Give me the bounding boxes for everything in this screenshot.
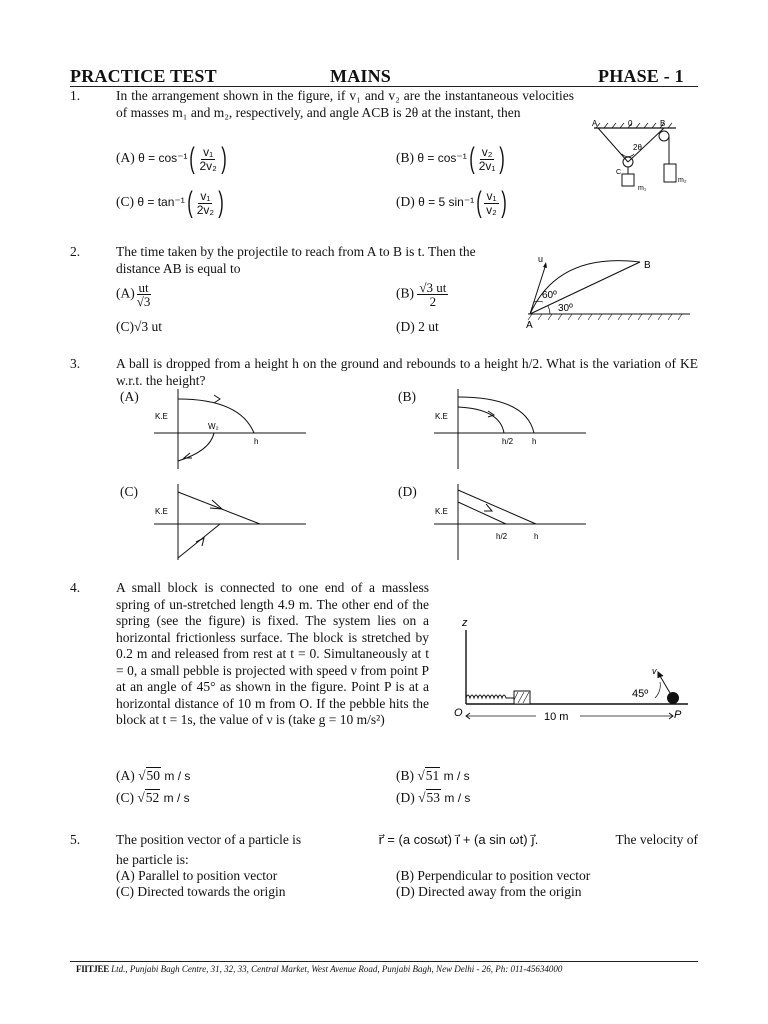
- q1-option-a[interactable]: (A) θ = cos⁻¹( $\frac{\text{v₁}}{\text{2v₂}}$ ): [116, 142, 227, 175]
- q3a-y-label: K.E: [155, 412, 168, 421]
- q4-b-label: (B): [396, 768, 414, 783]
- q4-option-a[interactable]: (A) √50 m / s: [116, 768, 191, 783]
- q4-fig-label-dist: 10 m: [544, 711, 569, 723]
- q3a-h-label: h: [254, 437, 259, 446]
- q5-option-b[interactable]: (B) Perpendicular to position vector: [396, 868, 591, 883]
- q2-option-a[interactable]: [116, 281, 152, 308]
- q3-c-label[interactable]: (C): [120, 484, 138, 499]
- q4-text: A small block is connected to one end of a massless spring of un-stretched length 4.9 m. The other end of the spring (see the figure) is fixed. The system lies on a horizontal frictionless surface. The block is stretched by 0.2 m and released from rest at t = 0. Simultaneously at t = 0, a small pebble is projected with speed ν from point P at an angle of 45° as shown in the figure. Point P is at a horizontal distance of 10 m from O. If the pebble hits the block at t = 1s, the value of ν is (take g = 10 m/s²): [116, 580, 429, 727]
- header-right: PHASE - 1: [598, 66, 684, 86]
- q1-fig-label-b: B: [660, 119, 666, 128]
- q4-fig-label-o: O: [454, 707, 463, 719]
- q3d-arrow: [484, 504, 492, 511]
- q4-fig-label-v: v: [652, 666, 657, 676]
- q2-a-den: √3: [136, 294, 151, 309]
- footer-brand: FIITJEE: [76, 964, 109, 974]
- q4-option-b[interactable]: (B) √51 m / s: [396, 768, 470, 783]
- q2-number: 2.: [70, 244, 81, 259]
- q4-d-radicand: 53: [426, 790, 441, 805]
- q5-tail: The velocity of: [615, 832, 698, 847]
- q2-velocity-arrowhead: [543, 262, 547, 268]
- q4-a-unit: m / s: [164, 769, 191, 783]
- q3-graph-d: [430, 480, 590, 564]
- q3d-h2-label: h/2: [496, 532, 508, 541]
- header-rule: [70, 86, 698, 87]
- q2-fig-label-b: B: [644, 260, 651, 271]
- q3-d-label[interactable]: (D): [398, 484, 417, 499]
- q5-option-d[interactable]: (D) Directed away from the origin: [396, 884, 582, 899]
- q5-option-c[interactable]: (C) Directed towards the origin: [116, 884, 286, 899]
- q2-fig-label-u: u: [538, 254, 544, 264]
- q2-arc-60: [534, 301, 543, 302]
- q3c-y-label: K.E: [155, 507, 168, 516]
- q2-text: The time taken by the projectile to reach from A to B is t. Then the distance AB is equal to: [116, 244, 476, 276]
- q3a-arrow-top: [214, 395, 220, 403]
- q5-number: 5.: [70, 832, 81, 847]
- q4-b-unit: m / s: [443, 769, 470, 783]
- q3c-line-down: [178, 492, 260, 524]
- q1-c-den: 2v₂: [196, 202, 215, 217]
- q1-fig-label-m2: m₂: [678, 177, 687, 184]
- q4-fig-label-z: z: [462, 617, 468, 629]
- q1-option-d[interactable]: (D) θ = 5 sin⁻¹( $\frac{\text{v₁}}{\text{v₂}}$ ): [396, 186, 507, 219]
- q1-c-prefix: θ = tan⁻¹: [137, 195, 185, 210]
- q2-fig-label-30: 30º: [558, 303, 573, 314]
- q4-option-c[interactable]: (C) √52 m / s: [116, 790, 190, 805]
- q2-velocity-u: [530, 264, 546, 314]
- q3b-h2-label: h/2: [502, 437, 514, 446]
- q4-a-label: (A): [116, 768, 135, 783]
- q2-option-b[interactable]: [396, 281, 448, 308]
- q5-line2: he particle is:: [116, 852, 189, 867]
- q2-projectile-figure: [518, 250, 698, 332]
- q1-a-den: 2v₂: [199, 158, 217, 173]
- q1-a-prefix: θ = cos⁻¹: [138, 151, 188, 166]
- header-left: PRACTICE TEST: [70, 66, 217, 86]
- q3c-arrow-top: [210, 500, 222, 509]
- q2-a-num: ut: [138, 280, 149, 295]
- q5-option-a[interactable]: (A) Parallel to position vector: [116, 868, 278, 883]
- q3b-y-label: K.E: [435, 412, 448, 421]
- q2-c-label: (C): [116, 319, 134, 334]
- q4-fig-label-angle: 45º: [632, 688, 649, 700]
- q1-fig-label-o: 0: [628, 119, 633, 128]
- q2-c-value: √3 ut: [134, 319, 163, 334]
- q1-b-num: v₂: [481, 144, 493, 159]
- q1-pulley-figure: [586, 116, 698, 196]
- q2-b-num: √3 ut: [419, 280, 447, 295]
- q3-text: A ball is dropped from a height h on the ground and rebounds to a height h/2. What is the variation of KE w.r.t. the height?: [116, 356, 698, 388]
- q2-b-label: (B): [396, 285, 414, 301]
- q4-c-label: (C): [116, 790, 134, 805]
- q2-fig-label-a: A: [526, 320, 533, 331]
- q1-number: 1.: [70, 88, 81, 103]
- footer: [76, 964, 562, 974]
- q2-ground-hatch: [528, 314, 682, 320]
- q1-c-num: v₁: [200, 188, 211, 203]
- q1-angle-arc: [622, 154, 634, 157]
- q3a-w-label: W₂: [208, 422, 219, 431]
- q1-block-m1: [622, 174, 634, 186]
- q4-block: [514, 691, 530, 704]
- q4-spring-figure: [452, 612, 696, 742]
- q1-b-den: 2v₁: [478, 158, 496, 173]
- q1-b-prefix: θ = cos⁻¹: [417, 151, 467, 166]
- q5-text-before: The position vector of a particle is: [116, 832, 302, 847]
- q1-block-m2: [664, 164, 676, 182]
- q4-a-radicand: 50: [146, 768, 161, 783]
- q1-d-den: v₂: [486, 202, 497, 217]
- q1-d-label: (D): [396, 194, 415, 210]
- q3-graph-c: [150, 480, 310, 564]
- header-center: MAINS: [330, 66, 392, 86]
- q1-string-left: [598, 128, 628, 162]
- q1-option-b[interactable]: (B) θ = cos⁻¹( $\frac{\text{v₂}}{\text{2v₁}}$ ): [396, 142, 506, 175]
- q1-fig-label-a: A: [592, 119, 598, 128]
- q4-b-radicand: 51: [425, 768, 440, 783]
- q2-arc-30: [548, 306, 550, 314]
- q2-a-label: (A): [116, 285, 135, 301]
- q2-option-c[interactable]: [116, 319, 162, 335]
- q3a-curve-up: [178, 433, 214, 461]
- footer-rule: [70, 961, 698, 962]
- q3-a-label[interactable]: (A): [120, 389, 139, 404]
- q3d-h-label: h: [534, 532, 539, 541]
- q3d-y-label: K.E: [435, 507, 448, 516]
- q3b-curve-outer: [458, 397, 534, 433]
- q3-graph-a: [150, 385, 310, 473]
- footer-text: Ltd., Punjabi Bagh Centre, 31, 32, 33, Central Market, West Avenue Road, Punjabi Bagh, New Delhi - 26, Ph: 011-45634000: [111, 964, 563, 974]
- q4-d-label: (D): [396, 790, 415, 805]
- q3d-line-inner: [458, 502, 506, 524]
- q2-b-den: 2: [429, 294, 437, 309]
- q3-graph-b: [430, 385, 590, 473]
- q4-c-unit: m / s: [163, 791, 190, 805]
- q4-spring: [466, 695, 514, 698]
- q1-d-num: v₁: [486, 188, 497, 203]
- q1-option-c[interactable]: (C) θ = tan⁻¹( $\frac{\text{v₁}}{\text{2v₂}}$ ): [116, 186, 224, 219]
- q4-angle-arc: [655, 682, 660, 698]
- q1-b-label: (B): [396, 150, 414, 166]
- q1-text: In the arrangement shown in the figure, if v₁ and v₂ are the instantaneous velocities of masses m₁ and m₂, respectively, and angle ACB is 2θ at the instant, then: [116, 88, 574, 120]
- q4-velocity-vector: [660, 676, 673, 698]
- q5-formula: r⃗ = (a cosωt) i⃗ + (a sin ωt) j⃗.: [378, 832, 539, 847]
- q1-c-label: (C): [116, 194, 134, 210]
- q1-pulley-b: [659, 131, 669, 141]
- q5-line1: [116, 832, 698, 848]
- q3-b-label[interactable]: (B): [398, 389, 416, 404]
- q2-d-value: 2 ut: [418, 319, 439, 334]
- q1-d-prefix: θ = 5 sin⁻¹: [418, 195, 475, 210]
- q1-a-num: v₁: [203, 144, 214, 159]
- q2-fig-label-60: 60º: [542, 290, 557, 301]
- q4-c-radicand: 52: [145, 790, 160, 805]
- q4-fig-label-p: P: [674, 709, 682, 721]
- q1-fig-label-c: C: [616, 169, 622, 176]
- q3-number: 3.: [70, 356, 81, 371]
- q4-option-d[interactable]: (D) √53 m / s: [396, 790, 471, 805]
- q3b-curve-inner: [458, 407, 504, 433]
- q3b-h-label: h: [532, 437, 537, 446]
- q1-fig-label-angle: 2θ: [633, 143, 642, 152]
- q2-option-d[interactable]: [396, 319, 439, 335]
- q4-d-unit: m / s: [444, 791, 471, 805]
- q2-d-label: (D): [396, 319, 415, 334]
- q1-a-label: (A): [116, 150, 135, 166]
- q4-number: 4.: [70, 580, 81, 595]
- q1-fig-label-m1: m₁: [638, 185, 647, 192]
